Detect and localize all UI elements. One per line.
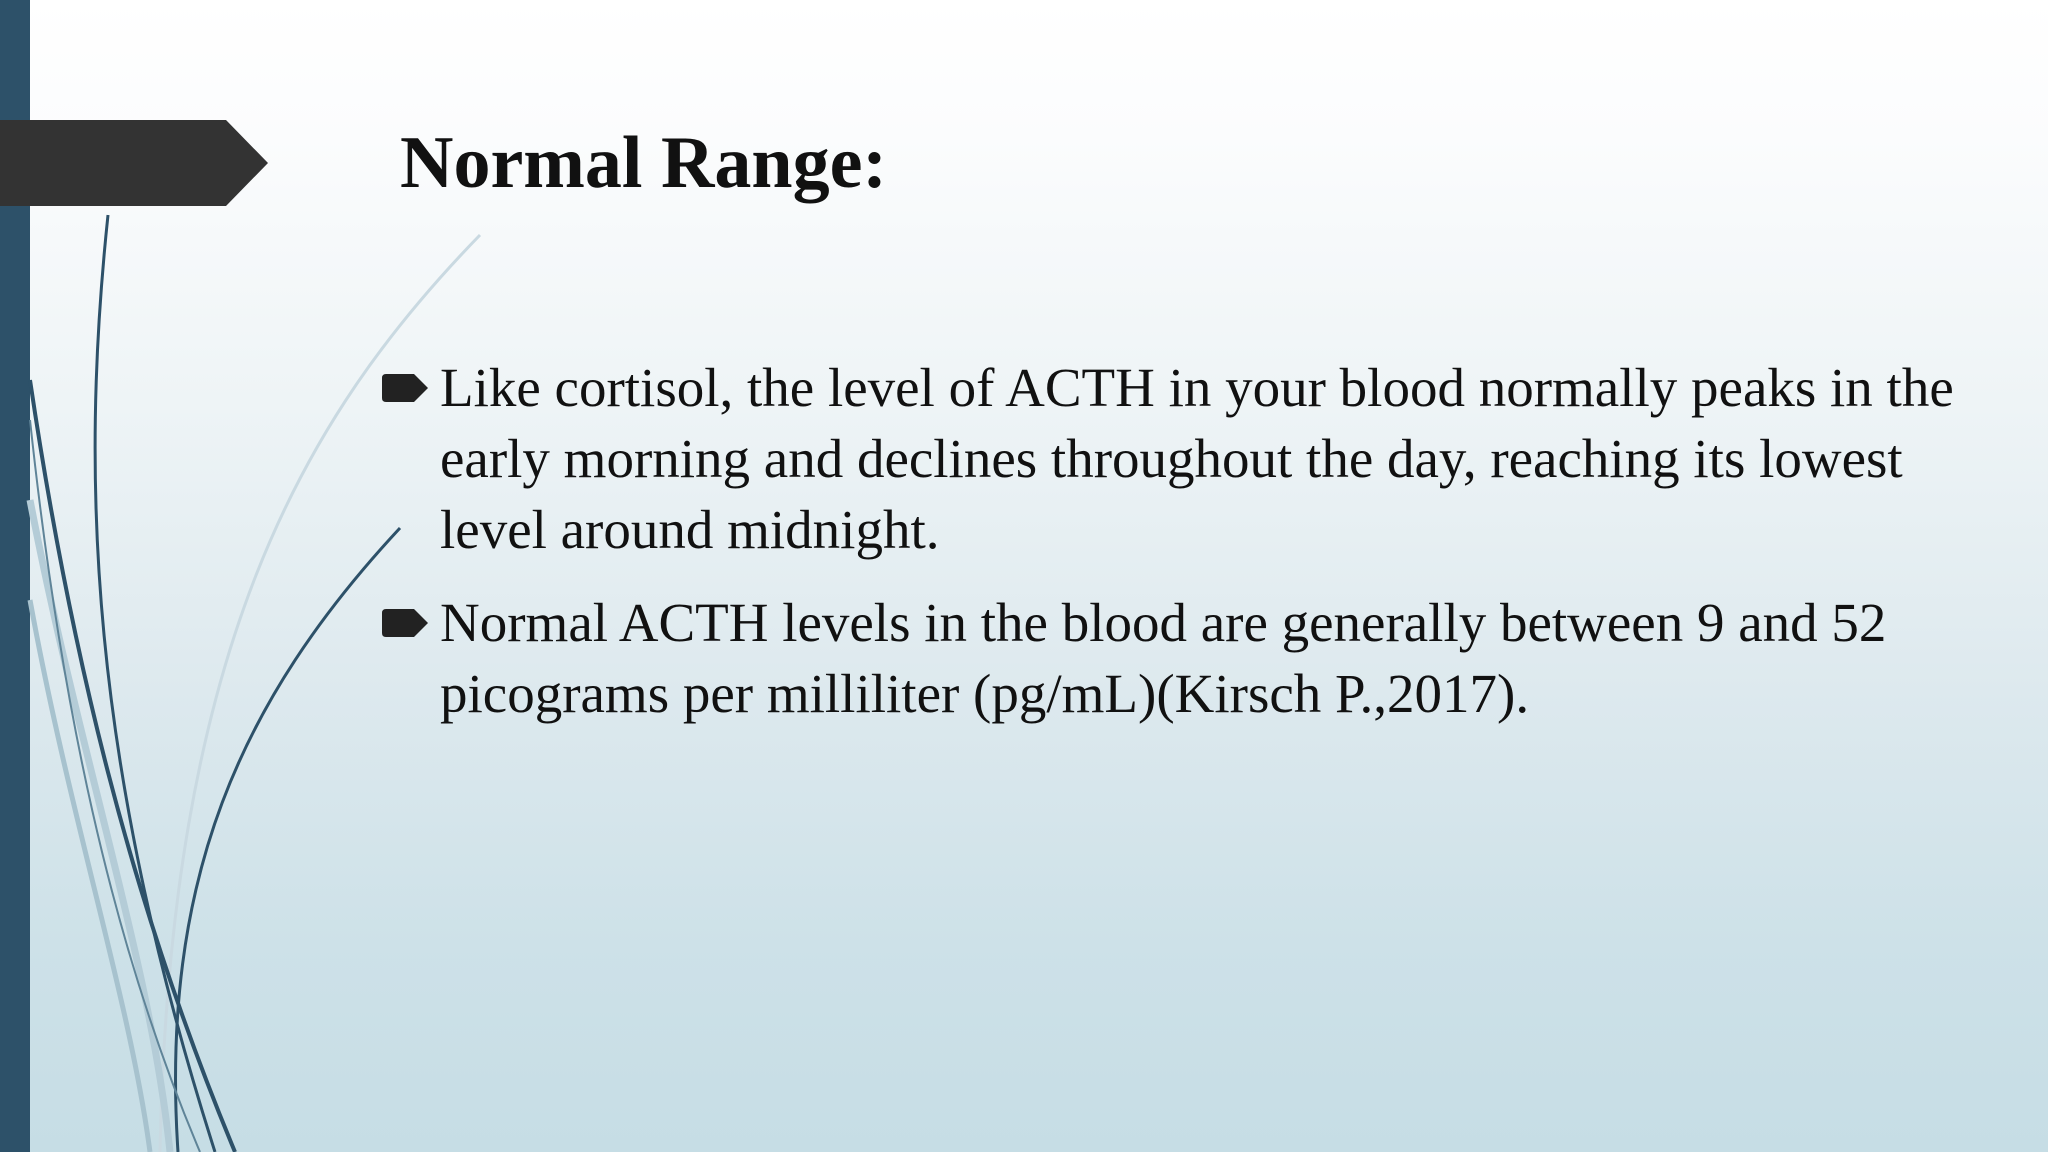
bullet-item: [378, 587, 1978, 729]
bullet-list: [378, 352, 1978, 751]
bullet-item: [378, 352, 1978, 565]
bullet-text: Like cortisol, the level of ACTH in your blood normally peaks in the early morning and declines throughout the day, reaching its lowest level around midnight.: [440, 357, 1954, 560]
bullet-text: Normal ACTH levels in the blood are generally between 9 and 52 picograms per milliliter (pg/mL)(Kirsch P.,2017).: [440, 592, 1887, 724]
right-arrow-bullet-icon: [382, 374, 430, 402]
title-tab-shape: [0, 120, 270, 206]
slide-title: Normal Range:: [400, 122, 888, 204]
right-arrow-bullet-icon: [382, 609, 430, 637]
